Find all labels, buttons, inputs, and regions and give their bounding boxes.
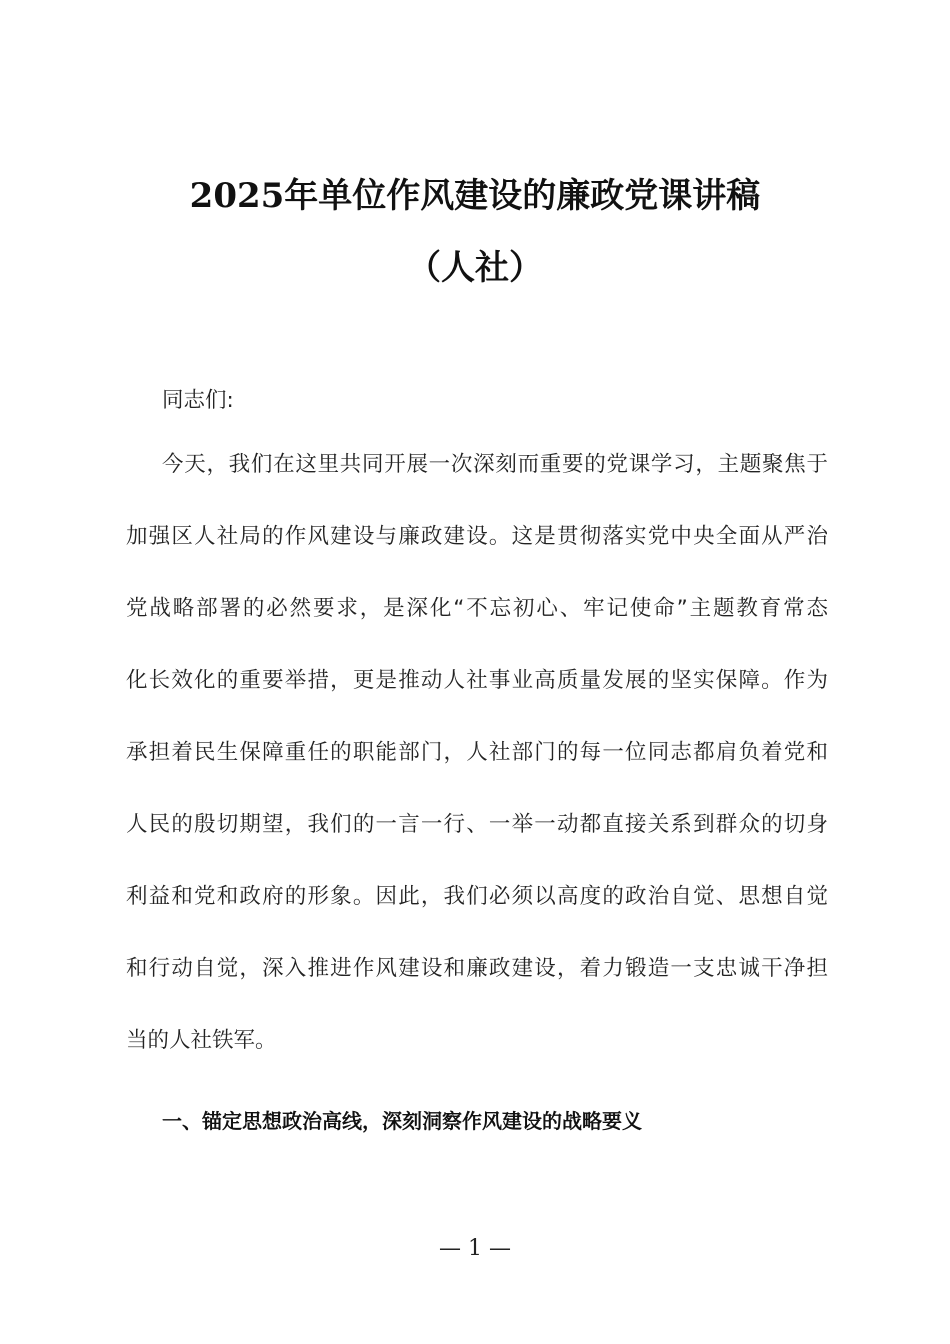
paragraph-line: 当的人社铁军。	[126, 1028, 277, 1053]
section-heading: 一、锚定思想政治高线，深刻洞察作风建设的战略要义	[162, 1109, 642, 1133]
paragraph-line: 今天，我们在这里共同开展一次深刻而重要的党课学习，主题聚焦于	[162, 452, 828, 477]
document-title: 2025年单位作风建设的廉政党课讲稿	[189, 176, 761, 216]
paragraph-line: 人民的殷切期望，我们的一言一行、一举一动都直接关系到群众的切身	[126, 812, 828, 837]
paragraph-line: 承担着民生保障重任的职能部门，人社部门的每一位同志都肩负着党和	[126, 740, 828, 765]
salutation: 同志们:	[162, 388, 234, 413]
page-number: — 1 —	[439, 1236, 511, 1261]
paragraph-line: 加强区人社局的作风建设与廉政建设。这是贯彻落实党中央全面从严治	[126, 524, 828, 549]
paragraph-line: 党战略部署的必然要求，是深化“不忘初心、牢记使命”主题教育常态	[126, 596, 828, 621]
document-subtitle: （人社）	[407, 248, 543, 288]
paragraph-line: 化长效化的重要举措，更是推动人社事业高质量发展的坚实保障。作为	[126, 668, 828, 693]
paragraph-line: 和行动自觉，深入推进作风建设和廉政建设，着力锻造一支忠诚干净担	[126, 956, 828, 981]
paragraph-line: 利益和党和政府的形象。因此，我们必须以高度的政治自觉、思想自觉	[126, 884, 828, 909]
